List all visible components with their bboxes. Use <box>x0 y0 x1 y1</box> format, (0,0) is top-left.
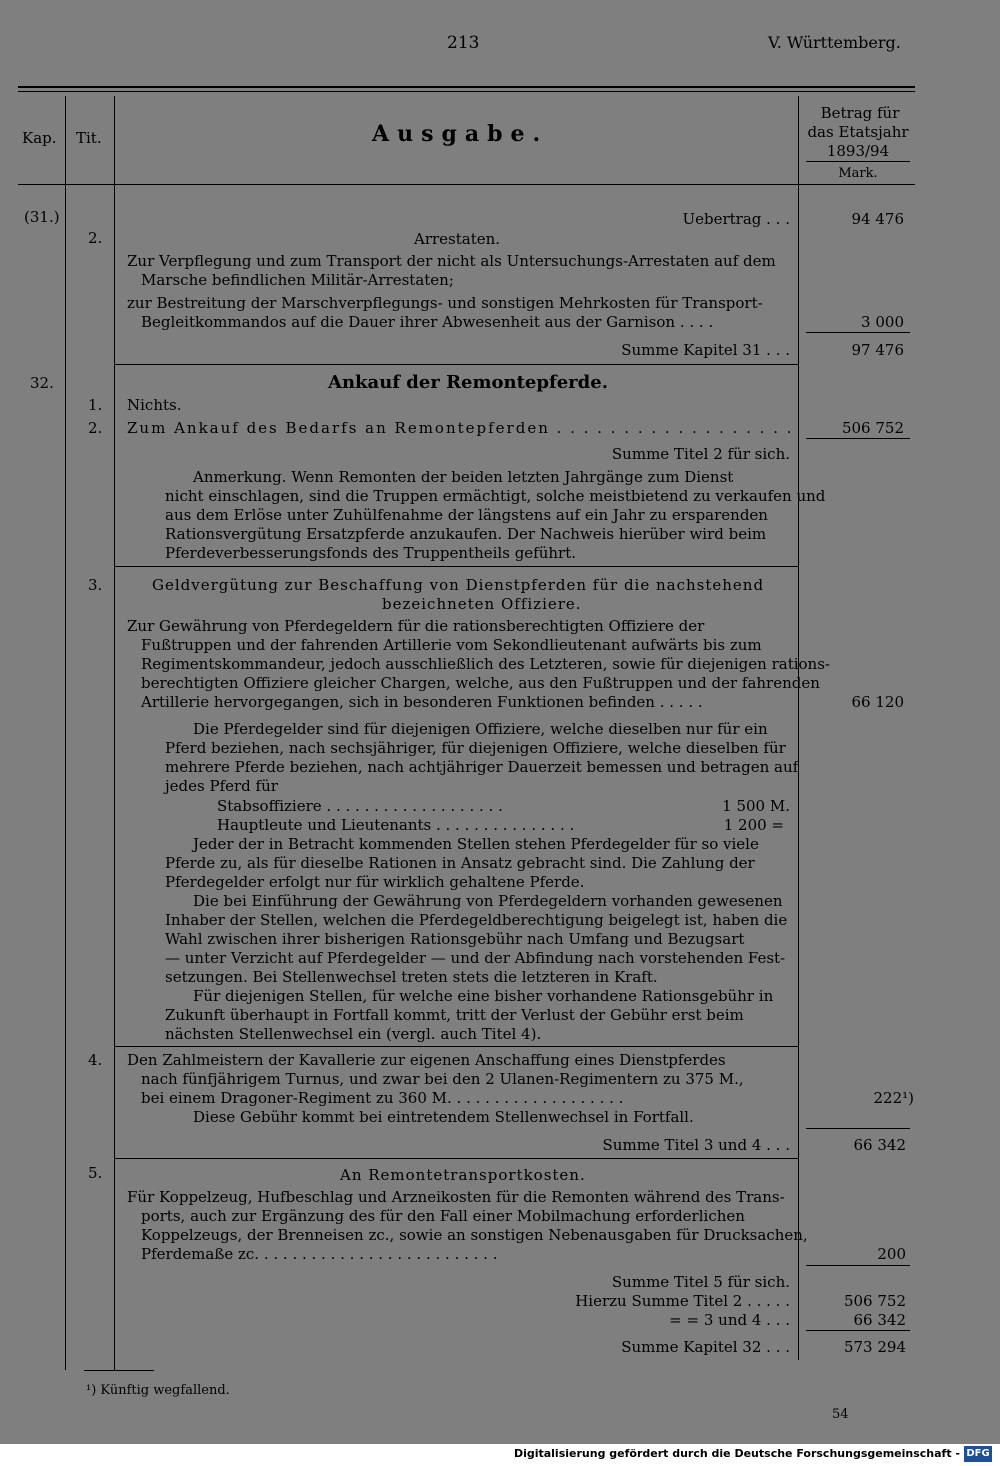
bedarf-amount: 506 752 <box>841 419 904 437</box>
bedarf-line: Zum Ankauf des Bedarfs an Remontepferden . . . . . . . . . . . . . . . . . . <box>127 419 794 437</box>
summe-kapitel-31: Summe Kapitel 31 . . . <box>621 341 790 359</box>
gewaehrung-2: Fußtruppen und der fahrenden Artillerie vom Sekondlieutenant aufwärts bis zum <box>141 636 762 654</box>
koppelzeug-2: ports, auch zur Ergänzung des für den Fall einer Mobilmachung erforderlichen <box>141 1207 745 1225</box>
jeder-3: Pferdegelder erfolgt nur für wirklich gehaltene Pferde. <box>165 873 585 891</box>
fuer-diejenigen-1: Für diejenigen Stellen, für welche eine bisher vorhandene Rationsgebühr in <box>193 987 774 1005</box>
koppelzeug-amount: 200 <box>877 1245 906 1263</box>
einfuehrung-1: Die bei Einführung der Gewährung von Pferdegeldern vorhanden gewesenen <box>193 892 783 910</box>
fuer-diejenigen-3: nächsten Stellenwechsel ein (vergl. auch Titel 4). <box>165 1025 542 1043</box>
geld-heading-2: bezeichneten Offiziere. <box>382 595 582 613</box>
header-kap: Kap. <box>22 129 57 147</box>
kap-31: (31.) <box>24 208 60 226</box>
running-head: V. Württemberg. <box>768 33 901 52</box>
summe-titel-2: Summe Titel 2 für sich. <box>611 445 790 463</box>
gewaehrung-3: Regimentskommandeur, jedoch ausschließlich des Letzteren, sowie für diejenigen rations- <box>141 655 830 673</box>
pferdegelder-3: mehrere Pferde beziehen, nach achtjähriger Dauerzeit bemessen und betragen auf <box>165 758 799 776</box>
arrest-line-2: Marsche befindlichen Militär-Arrestaten; <box>141 271 454 289</box>
hierzu-titel-2-amount: 506 752 <box>843 1292 906 1310</box>
footer-credit: Digitalisierung gefördert durch die Deutsche Forschungsgemeinschaft - <box>513 1447 960 1460</box>
rule-k31-end <box>114 364 798 365</box>
pferdegelder-4: jedes Pferd für <box>165 777 278 795</box>
einfuehrung-5: setzungen. Bei Stellenwechsel treten stets die letzteren in Kraft. <box>165 968 658 986</box>
summe-kapitel-32-amount: 573 294 <box>843 1338 906 1356</box>
summe-kapitel-31-amount: 97 476 <box>851 341 904 359</box>
tit-1: 1. <box>88 396 103 414</box>
tit-2b: 2. <box>88 419 103 437</box>
footnote: ¹) Künftig wegfallend. <box>86 1383 230 1398</box>
rule-t34 <box>806 1128 910 1129</box>
anmerkung-3: aus dem Erlöse unter Zuhülfenahme der längstens auf ein Jahr zu ersparenden <box>165 506 768 524</box>
gewaehrung-5: Artillerie hervorgegangen, sich in besonderen Funktionen befinden . . . . . <box>141 693 703 711</box>
summe-titel-5: Summe Titel 5 für sich. <box>611 1273 790 1291</box>
gewaehrung-1: Zur Gewährung von Pferdegeldern für die rationsberechtigten Offiziere der <box>127 617 705 635</box>
dfg-logo: DFG <box>964 1446 992 1462</box>
rule-t4-end <box>114 1158 798 1159</box>
zahlmeister-2: nach fünfjährigem Turnus, und zwar bei den 2 Ulanen-Regimentern zu 375 M., <box>141 1070 744 1088</box>
hierzu-titel-3-4: = = 3 und 4 . . . <box>669 1311 790 1329</box>
nichts: Nichts. <box>127 396 182 414</box>
header-title: Ausgabe. <box>372 121 549 147</box>
jeder-1: Jeder der in Betracht kommenden Stellen stehen Pferdegelder für so viele <box>193 835 759 853</box>
anmerkung-2: nicht einschlagen, sind die Truppen ermächtigt, solche meistbietend zu verkaufen und <box>165 487 826 505</box>
header-betrag-3: 1893/94 <box>826 142 890 160</box>
uebertrag: Uebertrag . . . <box>682 210 790 228</box>
zahlmeister-1: Den Zahlmeistern der Kavallerie zur eigenen Anschaffung eines Dienstpferdes <box>127 1051 726 1069</box>
rule-t2 <box>806 438 910 439</box>
header-betrag-1: Betrag für <box>820 104 900 122</box>
arrest-line-4: Begleitkommandos auf die Dauer ihrer Abwesenheit aus der Garnison . . . . <box>141 313 714 331</box>
jeder-2: Pferde zu, als für dieselbe Rationen in Ansatz gebracht sind. Die Zahlung der <box>165 854 755 872</box>
sheet-number: 54 <box>832 1407 849 1422</box>
einfuehrung-3: Wahl zwischen ihrer bisherigen Rationsgebühr nach Umfang und Bezugsart <box>165 930 745 948</box>
anmerkung-5: Pferdeverbesserungsfonds des Truppentheils geführt. <box>165 544 577 562</box>
summe-titel-3-4-amount: 66 342 <box>853 1136 906 1154</box>
koppelzeug-1: Für Koppelzeug, Hufbeschlag und Arzneikosten für die Remonten während des Trans- <box>127 1188 785 1206</box>
gewaehrung-amount: 66 120 <box>851 693 904 711</box>
header-rule <box>18 184 915 185</box>
summe-titel-3-4: Summe Titel 3 und 4 . . . <box>602 1136 790 1154</box>
col-divider-betrag <box>798 96 799 1360</box>
top-rule <box>18 86 915 88</box>
tit-5: 5. <box>88 1164 103 1182</box>
tit-2a: 2. <box>88 229 103 247</box>
fuer-diejenigen-2: Zukunft überhaupt in Fortfall kommt, tritt der Verlust der Gebühr erst beim <box>165 1006 744 1024</box>
rule-k32 <box>806 1330 910 1331</box>
arrest-line-1: Zur Verpflegung und zum Transport der nicht als Untersuchungs-Arrestaten auf dem <box>127 252 776 270</box>
einfuehrung-4: — unter Verzicht auf Pferdegelder — und der Abfindung nach vorstehenden Fest- <box>165 949 786 967</box>
anmerkung-4: Rationsvergütung Ersatzpferde anzukaufen. Der Nachweis hierüber wird beim <box>165 525 767 543</box>
footnote-rule <box>84 1370 154 1371</box>
zahlmeister-amount: 222¹) <box>873 1089 914 1107</box>
pferdegelder-2: Pferd beziehen, nach sechsjähriger, für diejenigen Offiziere, welche dieselben für <box>165 739 786 757</box>
rule-k31 <box>806 332 910 333</box>
rule-t2-end <box>114 566 798 567</box>
koppelzeug-3: Koppelzeugs, der Brenneisen zc., sowie an sonstigen Nebenausgaben für Drucksachen, <box>141 1226 808 1244</box>
gewaehrung-4: berechtigten Offiziere gleicher Chargen, welche, aus den Fußtruppen und der fahrenden <box>141 674 820 692</box>
remontetransport-heading: An Remontetransportkosten. <box>340 1166 586 1184</box>
arrest-line-3: zur Bestreitung der Marschverpflegungs- und sonstigen Mehrkosten für Transport- <box>127 294 763 312</box>
hauptleute: Hauptleute und Lieutenants . . . . . . . . . . . . . . . <box>217 816 575 834</box>
kapitel-32-title: Ankauf der Remontepferde. <box>328 372 608 393</box>
tit-3: 3. <box>88 576 103 594</box>
arrest-amount: 3 000 <box>861 313 904 331</box>
header-tit: Tit. <box>76 129 102 147</box>
kap-32: 32. <box>30 374 54 392</box>
stabsoffiziere: Stabsoffiziere . . . . . . . . . . . . . . . . . . . <box>217 797 503 815</box>
hierzu-titel-2: Hierzu Summe Titel 2 . . . . . <box>575 1292 790 1310</box>
col-divider-kap <box>65 96 66 1370</box>
top-rule-thin <box>18 91 915 92</box>
page-number: 213 <box>447 33 480 53</box>
header-betrag-2: das Etatsjahr <box>807 123 909 141</box>
uebertrag-amount: 94 476 <box>851 210 904 228</box>
koppelzeug-4: Pferdemaße zc. . . . . . . . . . . . . . . . . . . . . . . . . . <box>141 1245 498 1263</box>
footer-bar <box>0 1444 1000 1466</box>
rule-t3-end <box>114 1046 798 1047</box>
hauptleute-amount: 1 200 = <box>723 816 784 834</box>
anmerkung-1: Anmerkung. Wenn Remonten der beiden letzten Jahrgänge zum Dienst <box>193 468 734 486</box>
zahlmeister-4: Diese Gebühr kommt bei eintretendem Stellenwechsel in Fortfall. <box>193 1108 694 1126</box>
summe-kapitel-32: Summe Kapitel 32 . . . <box>621 1338 790 1356</box>
hierzu-titel-3-4-amount: 66 342 <box>853 1311 906 1329</box>
header-betrag-unit: Mark. <box>838 166 878 181</box>
header-betrag-rule <box>806 161 910 162</box>
tit-4: 4. <box>88 1051 103 1069</box>
arrestaten-heading: Arrestaten. <box>414 230 501 248</box>
pferdegelder-1: Die Pferdegelder sind für diejenigen Offiziere, welche dieselben nur für ein <box>193 720 768 738</box>
col-divider-tit <box>114 96 115 1370</box>
zahlmeister-3: bei einem Dragoner-Regiment zu 360 M. . . . . . . . . . . . . . . . . . . <box>141 1089 624 1107</box>
geld-heading-1: Geldvergütung zur Beschaffung von Dienstpferden für die nachstehend <box>152 576 765 594</box>
einfuehrung-2: Inhaber der Stellen, welchen die Pferdegeldberechtigung beigelegt ist, haben die <box>165 911 788 929</box>
rule-t5 <box>806 1265 910 1266</box>
stabsoffiziere-amount: 1 500 M. <box>722 797 790 815</box>
